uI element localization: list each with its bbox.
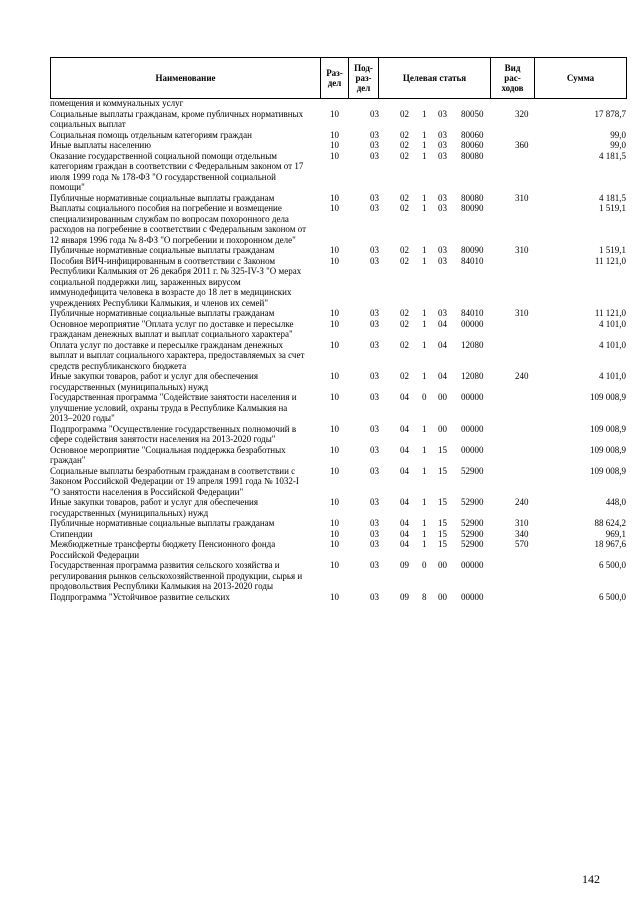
row-name: Иные закупки товаров, работ и услуг для обеспечения государственных (муниципальных) нужд [50, 497, 258, 518]
row-vr: 310 [515, 245, 529, 255]
row-sum: 4 101,0 [599, 339, 626, 350]
row-c2: 1 [422, 528, 427, 539]
table-row [50, 424, 626, 445]
row-sum: 4 181,5 [599, 150, 626, 161]
row-vr: 310 [515, 192, 529, 203]
row-pr: 03 [370, 465, 379, 476]
table-row [50, 140, 626, 151]
row-name: Основное мероприятие "Социальная поддержка безработных граждан" [50, 444, 286, 465]
row-sum: 6 500,0 [599, 560, 626, 570]
row-c2: 1 [422, 465, 427, 476]
row-name: Социальные выплаты гражданам, кроме публичных нормативных социальных выплат [50, 108, 304, 129]
row-c4: 80060 [461, 140, 484, 150]
row-c3: 00 [438, 423, 447, 434]
row-rz: 10 [330, 392, 339, 402]
row-sum: 88 624,2 [594, 518, 626, 528]
row-c2: 0 [422, 560, 427, 570]
row-pr: 03 [370, 245, 379, 255]
row-pr: 03 [370, 203, 379, 213]
row-c4: 52900 [461, 465, 484, 476]
row-pr: 03 [370, 560, 379, 570]
row-c3: 04 [438, 371, 447, 381]
row-sum: 4 181,5 [599, 192, 626, 203]
page-number: 142 [582, 872, 600, 886]
row-vr: 340 [515, 528, 529, 539]
table-row [50, 256, 626, 309]
row-c4: 00000 [461, 560, 484, 570]
table-row [50, 151, 626, 193]
table-header [50, 57, 627, 99]
row-sum: 109 008,9 [590, 444, 626, 455]
row-name: Государственная программа "Содействие занятости населения и улучшение условий, охраны труда в Республике Калмыкия на 2013–2020 годы" [50, 392, 297, 423]
row-c1: 04 [400, 392, 409, 402]
row-rz: 10 [330, 203, 339, 213]
row-c2: 1 [422, 150, 427, 161]
row-vr: 360 [515, 140, 529, 150]
row-name: Основное мероприятие "Оплата услуг по доставке и пересылке гражданам денежных выплат и выплат социального характера" [50, 318, 294, 339]
row-c2: 0 [422, 392, 427, 402]
row-name: Публичные нормативные социальные выплаты гражданам [50, 192, 275, 203]
row-c4: 00000 [461, 423, 484, 434]
row-rz: 10 [330, 108, 339, 119]
row-c2: 1 [422, 308, 427, 318]
row-name: Оказание государственной социальной помощи отдельным категориям граждан в соответствии с Федеральным законом от 17 июля 1999 года № 178-ФЗ "О государственной социальной помощи" [50, 150, 304, 192]
table-row [50, 539, 626, 560]
row-vr: 310 [515, 308, 529, 318]
row-vr: 240 [515, 371, 529, 381]
row-rz: 10 [330, 150, 339, 161]
row-name: Подпрограмма "Осуществление государственных полномочий в сфере содействия занятости населения на 2013-2020 годы" [50, 423, 297, 444]
table-row [50, 592, 626, 603]
row-pr: 03 [370, 140, 379, 150]
row-sum: 11 121,0 [594, 308, 626, 318]
row-rz: 10 [330, 339, 339, 350]
row-c4: 12080 [461, 339, 484, 350]
row-c3: 03 [438, 129, 447, 140]
row-sum: 18 967,6 [594, 539, 626, 549]
row-rz: 10 [330, 129, 339, 140]
row-rz: 10 [330, 444, 339, 455]
row-sum: 17 878,7 [594, 108, 626, 119]
row-name: Оплата услуг по доставке и пересылке гражданам денежных выплат и выплат социального характера, предоставляемых за счет средств республиканского бюджета [50, 339, 305, 371]
row-name: Стипендии [50, 528, 93, 539]
row-rz: 10 [330, 528, 339, 539]
table-row [50, 245, 626, 256]
table-row [50, 98, 626, 109]
row-c3: 04 [438, 318, 447, 329]
row-sum: 448,0 [605, 497, 626, 507]
row-sum: 99,0 [610, 129, 626, 140]
row-name: Подпрограмма "Устойчивое развитие сельских [50, 591, 230, 602]
table-row [50, 518, 626, 529]
row-name: Социальные выплаты безработным гражданам в соответствии с Законом Российской Федерации от 19 апреля 1991 года № 1032-I "О занятости населения в Российской Федерации" [50, 465, 299, 497]
row-pr: 03 [370, 371, 379, 381]
row-c3: 03 [438, 140, 447, 150]
row-rz: 10 [330, 255, 339, 266]
table-body [50, 98, 626, 602]
row-c1: 04 [400, 539, 409, 549]
table-row [50, 130, 626, 141]
row-c4: 52900 [461, 497, 484, 507]
row-rz: 10 [330, 465, 339, 476]
row-name: Социальная помощь отдельным категориям граждан [50, 129, 252, 140]
col-name-header: Наименование [51, 58, 321, 99]
row-name: помещения и коммунальных услуг [50, 98, 184, 108]
row-c2: 1 [422, 255, 427, 266]
row-c1: 02 [400, 245, 409, 255]
row-rz: 10 [330, 518, 339, 528]
row-rz: 10 [330, 318, 339, 329]
row-sum: 4 101,0 [599, 318, 626, 329]
row-c1: 02 [400, 255, 409, 266]
row-c1: 02 [400, 308, 409, 318]
row-sum: 969,1 [605, 528, 626, 539]
row-name: Пособия ВИЧ-инфицированным в соответствии с Законом Республики Калмыкия от 26 декабря 2011 г. № 325-IV-З "О мерах социальной поддержки лиц, зараженных вирусом иммунодефицита человека в возрасте до 18 лет в медицинских учреждениях Республики Калмыкия, и членов их семей" [50, 255, 302, 308]
table-row [50, 466, 626, 498]
row-sum: 109 008,9 [590, 465, 626, 476]
row-c3: 15 [438, 444, 447, 455]
row-c2: 1 [422, 203, 427, 213]
row-pr: 03 [370, 392, 379, 402]
row-pr: 03 [370, 518, 379, 528]
row-pr: 03 [370, 497, 379, 507]
row-c4: 00000 [461, 318, 484, 329]
table-row [50, 560, 626, 592]
row-name: Иные выплаты населению [50, 140, 151, 150]
row-rz: 10 [330, 371, 339, 381]
row-c2: 1 [422, 497, 427, 507]
row-c3: 00 [438, 560, 447, 570]
row-vr: 320 [515, 108, 529, 119]
row-rz: 10 [330, 192, 339, 203]
row-c1: 04 [400, 497, 409, 507]
row-c3: 03 [438, 150, 447, 161]
row-c4: 00000 [461, 591, 484, 602]
row-c2: 1 [422, 539, 427, 549]
row-pr: 03 [370, 150, 379, 161]
table-row [50, 340, 626, 372]
row-sum: 1 519,1 [599, 203, 626, 213]
row-vr: 240 [515, 497, 529, 507]
row-c2: 1 [422, 423, 427, 434]
row-c1: 02 [400, 371, 409, 381]
table-row [50, 529, 626, 540]
row-c2: 1 [422, 318, 427, 329]
row-c1: 02 [400, 339, 409, 350]
row-sum: 109 008,9 [590, 392, 626, 402]
row-name: Публичные нормативные социальные выплаты гражданам [50, 518, 275, 528]
row-rz: 10 [330, 591, 339, 602]
row-c4: 84010 [461, 255, 484, 266]
row-c4: 80050 [461, 108, 484, 119]
row-c1: 02 [400, 140, 409, 150]
row-sum: 11 121,0 [594, 255, 626, 266]
row-sum: 1 519,1 [599, 245, 626, 255]
row-c4: 00000 [461, 444, 484, 455]
table-row [50, 193, 626, 204]
row-sum: 4 101,0 [599, 371, 626, 381]
row-name: Выплаты социального пособия на погребение и возмещение специализированным службам по вопросам похоронного дела расходов на погребение в соответствии с Федеральным законом от 12 января 1996 года № 8-ФЗ "О погребении и похоронном деле" [50, 203, 306, 245]
row-pr: 03 [370, 591, 379, 602]
row-name: Публичные нормативные социальные выплаты гражданам [50, 245, 275, 255]
row-c3: 04 [438, 339, 447, 350]
row-pr: 03 [370, 339, 379, 350]
row-name: Публичные нормативные социальные выплаты гражданам [50, 308, 275, 318]
row-sum: 6 500,0 [599, 591, 626, 602]
col-razdel-header: Раз- дел [321, 58, 349, 99]
row-c1: 04 [400, 465, 409, 476]
row-c3: 15 [438, 465, 447, 476]
col-podrazdel-header: Под- раз- дел [349, 58, 379, 99]
row-sum: 109 008,9 [590, 423, 626, 434]
row-vr: 570 [515, 539, 529, 549]
row-c1: 04 [400, 518, 409, 528]
row-c3: 15 [438, 539, 447, 549]
row-name: Государственная программа развития сельского хозяйства и регулирования рынков сельскохозяйственной продукции, сырья и продовольствия Республики Калмыкия на 2013-2020 годы [50, 560, 303, 591]
row-c1: 09 [400, 560, 409, 570]
row-pr: 03 [370, 423, 379, 434]
row-c1: 02 [400, 203, 409, 213]
row-c1: 02 [400, 108, 409, 119]
row-c3: 03 [438, 192, 447, 203]
row-c2: 1 [422, 140, 427, 150]
row-pr: 03 [370, 318, 379, 329]
table-row [50, 319, 626, 340]
row-rz: 10 [330, 560, 339, 570]
row-rz: 10 [330, 423, 339, 434]
row-vr: 310 [515, 518, 529, 528]
row-c2: 1 [422, 371, 427, 381]
row-c4: 52900 [461, 528, 484, 539]
row-c1: 04 [400, 528, 409, 539]
row-pr: 03 [370, 444, 379, 455]
row-c4: 80090 [461, 245, 484, 255]
row-c2: 1 [422, 444, 427, 455]
row-c4: 80080 [461, 192, 484, 203]
table-row [50, 392, 626, 424]
row-c3: 15 [438, 528, 447, 539]
row-c3: 00 [438, 591, 447, 602]
row-c3: 03 [438, 255, 447, 266]
row-rz: 10 [330, 245, 339, 255]
row-c3: 15 [438, 518, 447, 528]
col-sum-header: Сумма [535, 58, 627, 99]
table-row [50, 109, 626, 130]
row-c4: 80090 [461, 203, 484, 213]
row-c3: 00 [438, 392, 447, 402]
row-c2: 1 [422, 339, 427, 350]
row-pr: 03 [370, 308, 379, 318]
row-rz: 10 [330, 308, 339, 318]
row-c2: 1 [422, 129, 427, 140]
row-rz: 10 [330, 497, 339, 507]
row-pr: 03 [370, 192, 379, 203]
row-c4: 00000 [461, 392, 484, 402]
row-name: Межбюджетные трансферты бюджету Пенсионного фонда Российской Федерации [50, 539, 276, 560]
row-pr: 03 [370, 129, 379, 140]
row-c2: 8 [422, 591, 427, 602]
row-pr: 03 [370, 539, 379, 549]
table-row [50, 308, 626, 319]
row-c4: 52900 [461, 518, 484, 528]
row-c2: 1 [422, 518, 427, 528]
row-c3: 03 [438, 245, 447, 255]
col-target-header: Целевая статья [379, 58, 491, 99]
row-c1: 02 [400, 150, 409, 161]
row-c4: 80060 [461, 129, 484, 140]
row-c2: 1 [422, 245, 427, 255]
row-c3: 03 [438, 108, 447, 119]
row-sum: 99,0 [610, 140, 626, 150]
table-row [50, 371, 626, 392]
table-row [50, 203, 626, 245]
row-c4: 12080 [461, 371, 484, 381]
row-c1: 02 [400, 129, 409, 140]
row-c2: 1 [422, 108, 427, 119]
row-c1: 04 [400, 423, 409, 434]
table-row [50, 445, 626, 466]
row-name: Иные закупки товаров, работ и услуг для обеспечения государственных (муниципальных) нужд [50, 371, 258, 392]
row-rz: 10 [330, 140, 339, 150]
row-c3: 15 [438, 497, 447, 507]
row-rz: 10 [330, 539, 339, 549]
row-c1: 02 [400, 192, 409, 203]
row-c2: 1 [422, 192, 427, 203]
row-c1: 02 [400, 318, 409, 329]
row-c3: 03 [438, 203, 447, 213]
row-pr: 03 [370, 255, 379, 266]
row-c4: 52900 [461, 539, 484, 549]
col-vid-header: Вид рас- ходов [491, 58, 535, 99]
table-row [50, 497, 626, 518]
row-c1: 09 [400, 591, 409, 602]
row-c3: 03 [438, 308, 447, 318]
row-c1: 04 [400, 444, 409, 455]
row-c4: 80080 [461, 150, 484, 161]
row-c4: 84010 [461, 308, 484, 318]
row-pr: 03 [370, 528, 379, 539]
row-pr: 03 [370, 108, 379, 119]
